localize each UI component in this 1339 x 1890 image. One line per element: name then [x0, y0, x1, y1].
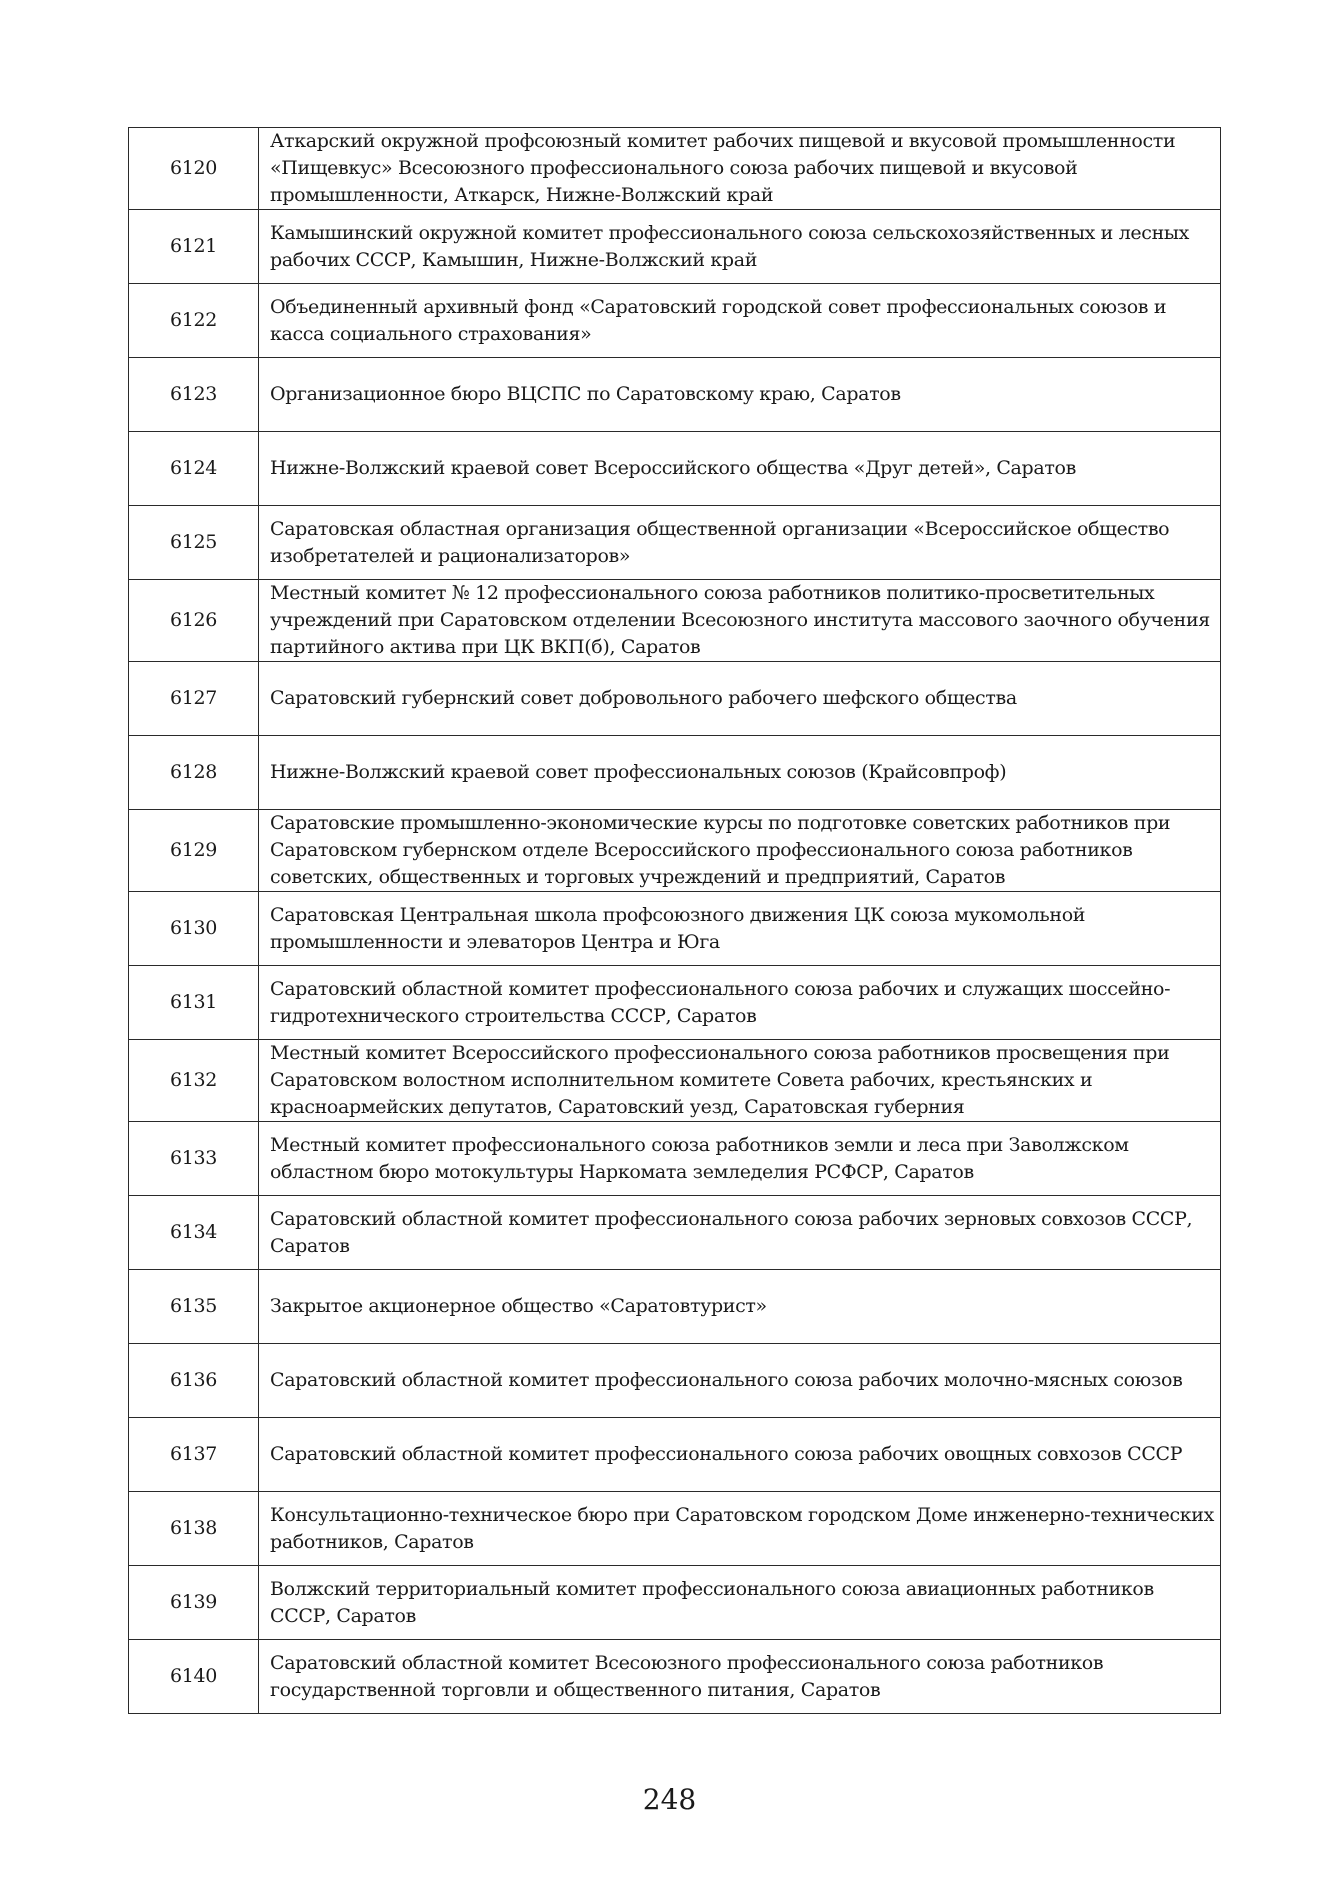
fonds-description: Саратовский областной комитет профессионального союза рабочих и служащих шоссейно-гидротехнического строительства СССР, Саратов — [259, 966, 1221, 1040]
fonds-description: Нижне-Волжский краевой совет Всероссийского общества «Друг детей», Саратов — [259, 432, 1221, 506]
fonds-description: Организационное бюро ВЦСПС по Саратовскому краю, Саратов — [259, 358, 1221, 432]
fonds-number: 6125 — [129, 506, 259, 580]
fonds-number: 6136 — [129, 1344, 259, 1418]
fonds-number: 6137 — [129, 1418, 259, 1492]
fonds-description: Консультационно-техническое бюро при Саратовском городском Доме инженерно-технических работников, Саратов — [259, 1492, 1221, 1566]
fonds-description: Аткарский окружной профсоюзный комитет рабочих пищевой и вкусовой промышленности «Пищевкус» Всесоюзного профессионального союза рабочих пищевой и вкусовой промышленности, Аткарск, Нижне-Волжский край — [259, 128, 1221, 210]
fonds-description: Местный комитет № 12 профессионального союза работников политико-просветительных учреждений при Саратовском отделении Всесоюзного института массового заочного обучения партийного актива при ЦК ВКП(б), Саратов — [259, 580, 1221, 662]
fonds-number: 6135 — [129, 1270, 259, 1344]
fonds-description: Объединенный архивный фонд «Саратовский городской совет профессиональных союзов и касса социального страхования» — [259, 284, 1221, 358]
fonds-number: 6139 — [129, 1566, 259, 1640]
table-row — [129, 1270, 1221, 1344]
table-row — [129, 210, 1221, 284]
table-row — [129, 1040, 1221, 1122]
fonds-number: 6129 — [129, 810, 259, 892]
table-row — [129, 736, 1221, 810]
fonds-number: 6128 — [129, 736, 259, 810]
table-row — [129, 1640, 1221, 1714]
fonds-description: Камышинский окружной комитет профессионального союза сельскохозяйственных и лесных рабочих СССР, Камышин, Нижне-Волжский край — [259, 210, 1221, 284]
table-row — [129, 810, 1221, 892]
table-row — [129, 1196, 1221, 1270]
fonds-description: Саратовская областная организация общественной организации «Всероссийское общество изобретателей и рационализаторов» — [259, 506, 1221, 580]
fonds-table — [128, 127, 1221, 1714]
fonds-number: 6124 — [129, 432, 259, 506]
table-row — [129, 506, 1221, 580]
fonds-description: Саратовские промышленно-экономические курсы по подготовке советских работников при Саратовском губернском отделе Всероссийского профессионального союза работников советских, общественных и торговых учреждений и предприятий, Саратов — [259, 810, 1221, 892]
fonds-description: Саратовский областной комитет профессионального союза рабочих молочно-мясных союзов — [259, 1344, 1221, 1418]
table-row — [129, 1492, 1221, 1566]
fonds-number: 6131 — [129, 966, 259, 1040]
fonds-description: Закрытое акционерное общество «Саратовтурист» — [259, 1270, 1221, 1344]
fonds-description: Местный комитет Всероссийского профессионального союза работников просвещения при Саратовском волостном исполнительном комитете Совета рабочих, крестьянских и красноармейских депутатов, Саратовский уезд, Саратовская губерния — [259, 1040, 1221, 1122]
fonds-number: 6132 — [129, 1040, 259, 1122]
table-row — [129, 1344, 1221, 1418]
fonds-description: Саратовский областной комитет профессионального союза рабочих овощных совхозов СССР — [259, 1418, 1221, 1492]
table-row — [129, 1122, 1221, 1196]
table-row — [129, 892, 1221, 966]
table-row — [129, 284, 1221, 358]
table-row — [129, 358, 1221, 432]
table-row — [129, 1418, 1221, 1492]
fonds-description: Волжский территориальный комитет профессионального союза авиационных работников СССР, Саратов — [259, 1566, 1221, 1640]
fonds-number: 6126 — [129, 580, 259, 662]
fonds-number: 6120 — [129, 128, 259, 210]
fonds-number: 6130 — [129, 892, 259, 966]
fonds-number: 6134 — [129, 1196, 259, 1270]
fonds-description: Саратовский областной комитет Всесоюзного профессионального союза работников государственной торговли и общественного питания, Саратов — [259, 1640, 1221, 1714]
fonds-number: 6138 — [129, 1492, 259, 1566]
fonds-description: Саратовский областной комитет профессионального союза рабочих зерновых совхозов СССР, Саратов — [259, 1196, 1221, 1270]
table-row — [129, 580, 1221, 662]
fonds-description: Нижне-Волжский краевой совет профессиональных союзов (Крайсовпроф) — [259, 736, 1221, 810]
fonds-number: 6127 — [129, 662, 259, 736]
fonds-description: Саратовская Центральная школа профсоюзного движения ЦК союза мукомольной промышленности и элеваторов Центра и Юга — [259, 892, 1221, 966]
fonds-number: 6121 — [129, 210, 259, 284]
fonds-description: Местный комитет профессионального союза работников земли и леса при Заволжском областном бюро мотокультуры Наркомата земледелия РСФСР, Саратов — [259, 1122, 1221, 1196]
table-row — [129, 128, 1221, 210]
fonds-table-body — [129, 128, 1221, 1714]
fonds-description: Саратовский губернский совет добровольного рабочего шефского общества — [259, 662, 1221, 736]
table-row — [129, 966, 1221, 1040]
fonds-number: 6122 — [129, 284, 259, 358]
table-row — [129, 1566, 1221, 1640]
fonds-number: 6123 — [129, 358, 259, 432]
table-row — [129, 432, 1221, 506]
table-row — [129, 662, 1221, 736]
fonds-number: 6133 — [129, 1122, 259, 1196]
fonds-number: 6140 — [129, 1640, 259, 1714]
page-number: 248 — [642, 1783, 697, 1816]
